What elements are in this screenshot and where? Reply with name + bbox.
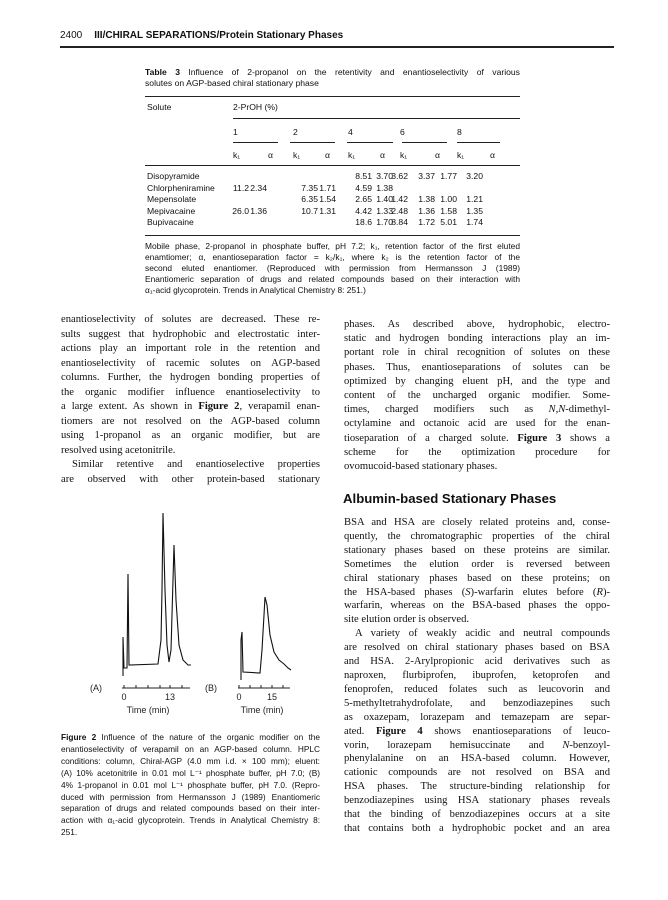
k1-header: k₁ [293,150,301,160]
text-line: times, charged modifiers such as N,N-dimethyl- [344,404,610,416]
k1-value: 8.84 [391,217,408,227]
text-line: are observed with other protein-based stationary [61,473,320,485]
tick-label-a-start: 0 [121,692,127,702]
solute-name: Bupivacaine [147,217,194,227]
time-axis-b [238,685,290,688]
tick-label-a-end: 13 [164,692,176,702]
solute-name: Mepensolate [147,194,197,204]
text-line: second eluted enantiomer. (Reproduced with permission from Hermansson J (1989) [145,263,520,273]
text-line: stationary phases based on these proteins are similar. [344,544,610,556]
text-line: tiomers are not resolved on the AGP-based column [61,415,320,427]
solute-name: Disopyramide [147,171,200,181]
k1-value: 4.42 [355,205,372,216]
text-line: enantioselectivity of racemic solutes on AGP-based [61,357,320,369]
k1-header: k₁ [233,150,241,160]
text-line: using 1-propanol as an organic modifier, but are [61,430,320,441]
text-line: optimized by changing eluent pH, and the type and [344,375,610,387]
text-line: vorin, lorazepam hemisuccinate and N-benzoyl- [344,739,610,751]
concentration-header: 2 [293,127,298,137]
text-line: are resolved on chiral stationary phases based on BSA [344,642,610,654]
text-line: cationic compounds are not resolved on BSA and [344,767,610,779]
k1-value: 1.42 [391,194,408,204]
text-line: phases. As described above, hydrophobic, electro- [344,319,610,330]
text-line: A variety of weakly acidic and neutral compounds [355,628,610,640]
solute-name: Mepivacaine [147,205,196,216]
text-line: chiral stationary phases based on these proteins; on [344,572,610,584]
tick-label-b-start: 0 [236,692,242,702]
alpha-value: 1.33 [376,205,393,216]
text-line: resolved using acetonitrile. [61,444,176,456]
concentration-header: 4 [348,127,353,137]
text-line: site elution order is observed. [344,614,470,626]
text-line: a large extent. As shown in Figure 2, verapamil enan- [61,401,321,412]
text-line: ovomucoid-based stationary phases. [344,461,498,473]
alpha-value: 1.54 [319,194,336,204]
k1-header: k₁ [457,150,465,160]
italic-term: N,N [548,404,566,416]
alpha-value: 3.37 [418,171,435,181]
text-line: that contains both a hydrophobic pocket and an area [344,822,610,834]
text-line: content of the uncharged organic modifier. Some- [344,390,610,402]
text-line: phases. Thus, enantioseparations of solutes can be [344,361,610,373]
alpha-value: 1.40 [376,194,393,204]
text-line: Similar retentive and enantioselective properties [72,459,320,470]
concentration-header: 1 [233,127,238,137]
alpha-value: 1.36 [250,205,267,216]
k1-value: 7.35 [301,182,318,193]
k1-value: 1.77 [440,171,457,181]
alpha-value: 3.20 [466,171,483,181]
x-axis-label-a: Time (min) [126,705,170,715]
k1-header: k₁ [348,150,356,160]
text-line: α₁-acid glycoprotein. Trends in Analytical Chemistry 8: 251.) [145,285,366,295]
text-line: Mobile phase, 2-propanol in phosphate buffer, pH 7.2; k₁, retention factor of the first eluted [145,241,520,251]
alpha-value: 1.38 [418,194,435,204]
text-line: action with α₁-acid glycoprotein. Trends in Analytical Chemistry 8: [61,815,320,826]
text-line: Enantiomeric separation of drugs and related compounds based on their interaction with [145,274,520,284]
text-line: Figure 2 Influence of the nature of the organic modifier on the [61,732,320,742]
text-line: that the binding of benzodiazepines occurs at a site [344,809,610,821]
solute-name: Chlorpheniramine [147,182,215,193]
k1-header: k₁ [400,150,408,160]
k1-value: 5.01 [440,217,457,227]
text-line: HSA phases. The structure-binding relationship for [344,781,610,793]
text-line: Sometimes the elution order is reversed between [344,558,610,570]
tick-label-b-end: 15 [266,692,278,702]
chromatogram-trace-a [123,513,191,676]
alpha-value: 1.35 [466,205,483,216]
alpha-header: α [435,150,440,160]
panel-label-a: (A) [90,683,102,693]
panel-label-b: (B) [205,683,217,693]
text-line: quently, the chromatographic properties of the chiral [344,530,610,542]
text-line: enantioselectivity of solutes are decreased. These re- [61,314,320,325]
alpha-value: 1.36 [418,205,435,216]
k1-value: 26.0 [232,205,249,216]
k1-value: 8.51 [355,171,372,181]
text-line: ated. Figure 4 shows enantioseparations of leuco- [344,725,610,737]
text-line: (A) 10% acetonitrile in 0.01 mol L⁻¹ phosphate buffer, pH 7.0; (B) [61,767,320,778]
text-line: conditions: column, Chiral-AGP (4.0 mm i.d. × 100 mm); eluent: [61,755,320,766]
text-line: enantioselectivity of verapamil on an AGP-based column. HPLC [61,743,320,754]
text-line: and HSA. 2-Arylpropionic acid derivatives such as [344,656,610,668]
figure-caption [61,732,320,839]
text-line: the organic modifier influence enantioselectivity to [61,386,320,398]
section-heading: Albumin-based Stationary Phases [343,491,557,506]
k1-value: 18.6 [355,217,372,227]
bold-ref: Figure 2 [61,732,97,742]
alpha-value: 1.31 [319,205,336,216]
chromatogram-trace-b [241,597,291,680]
alpha-value: 3.70 [376,171,393,181]
column-header-2-proh: 2-PrOH (%) [233,102,278,112]
alpha-value: 1.21 [466,194,483,204]
text-line: the HSA-based phases (S)-warfarin elutes before (R)- [344,586,611,598]
text-line: as oxazepam, lorazepam and temazepam are separ- [344,711,610,723]
text-line: 251. [61,827,78,838]
x-axis-label-b: Time (min) [240,705,284,715]
text-line: warfarin, whereas on the BSA-based phases the oppo- [344,600,610,612]
k1-value: 10.7 [301,205,318,216]
text-line: sults suggest that hydrophobic and electrostatic inter- [61,328,320,340]
text-line: 4% 1-propanol in 0.01 mol L⁻¹ phosphate buffer, pH 7.0. (Repro- [61,779,320,790]
k1-value: 2.65 [355,194,372,204]
column-header-solute: Solute [147,102,172,112]
alpha-value: 1.38 [376,182,393,193]
text-line: portant role in chiral recognition of solutes on these [344,347,610,359]
text-line: 5-methyltetrahydrofolate, and benzodiazepines such [344,697,610,709]
italic-term: S [465,586,471,598]
text-line: benzodiazepines using HSA stationary phases reveals [344,795,610,807]
k1-value: 4.59 [355,182,372,193]
text-line: duced with permission from Hermansson J (1989) Enantiomeric [61,791,320,802]
alpha-value: 1.71 [319,182,336,193]
alpha-value: 1.74 [466,217,483,227]
alpha-header: α [325,150,330,160]
alpha-value: 1.70 [376,217,393,227]
text-line: actions play an important role in the retention and [61,343,320,354]
concentration-header: 6 [400,127,405,137]
text-line: phenylalanine on an HSA-based column. However, [344,753,610,765]
text-line: columns. Further, the hydrogen bonding properties of [61,372,320,383]
text-line: separation of drugs and related compounds based on their inter- [61,803,320,814]
text-line: enamtiomer; α, enantioseparation factor = k₂/k₁, where k₂ is the retention factor of the [145,252,520,262]
text-line: fenoprofen, reduced folates such as leucovorin and [344,683,610,695]
bold-ref: Figure 3 [517,432,562,444]
text-line: BSA and HSA are closely related proteins and, conse- [344,517,610,528]
bold-ref: Figure 2 [198,401,240,412]
k1-value: 6.35 [301,194,318,204]
k1-value: 2.48 [391,205,408,216]
k1-value: 3.62 [391,171,408,181]
alpha-header: α [490,150,495,160]
italic-term: R [596,586,603,598]
alpha-value: 1.72 [418,217,435,227]
concentration-header: 8 [457,127,462,137]
running-title: III/CHIRAL SEPARATIONS/Protein Stationary Phases [94,30,344,41]
time-axis-a [122,685,190,688]
k1-value: 1.00 [440,194,457,204]
alpha-header: α [380,150,385,160]
text-line: tioseparation of a charged solute. Figure 3 shows a [344,432,610,444]
text-line: solutes on AGP-based chiral stationary phase [145,78,319,88]
k1-value: 11.2 [232,182,249,193]
alpha-value: 2.34 [250,182,267,193]
text-line: octylamine and octanoic acid are used for the enan- [344,418,610,430]
alpha-header: α [268,150,273,160]
text-line: static and hydrogen bonding interactions play an im- [344,333,610,345]
bold-ref: Table 3 [145,67,180,77]
text-line: Table 3 Influence of 2-propanol on the retentivity and enantioselectivity of various [145,67,520,77]
text-line: naproxen, flurbiprofen, ibuprofen, ketoprofen and [344,669,610,681]
k1-value: 1.58 [440,205,457,216]
bold-ref: Figure 4 [375,725,423,737]
text-line: scheme for the optimization procedure for [344,446,610,458]
page-number: 2400 [60,30,83,41]
italic-term: N [562,739,570,751]
